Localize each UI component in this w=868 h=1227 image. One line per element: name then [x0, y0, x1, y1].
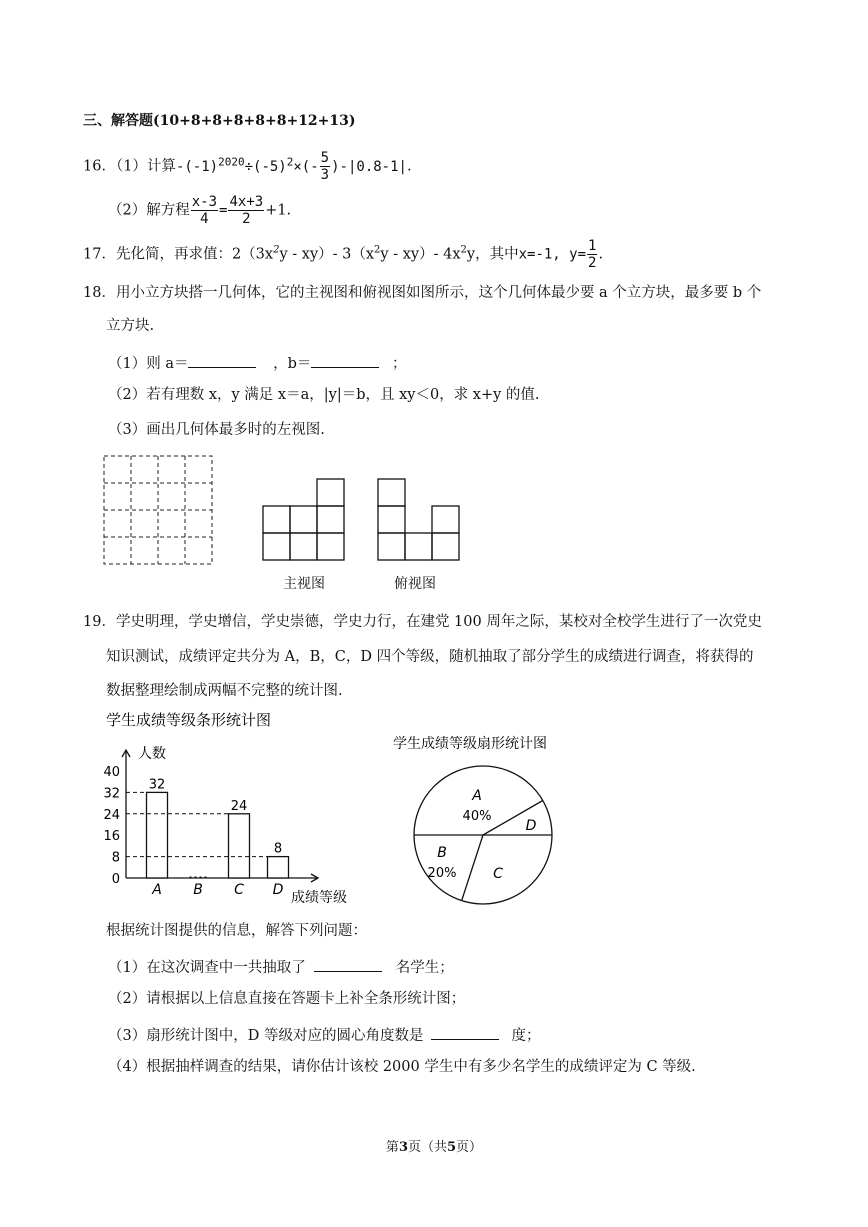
expression: $-(-1)^{2020}\div(-5)^2\times(-$ $\frac{5}{3}$ )-|0.8-1|	[175, 150, 407, 183]
fraction: $\frac{5}{3}$	[320, 150, 330, 183]
y-tick-label: 32	[103, 786, 120, 802]
front-view	[263, 479, 344, 560]
question-19-part-3: （3）扇形统计图中，D 等级对应的圆心角度数是 度；	[108, 1023, 540, 1046]
part-label: （2）解方程	[108, 202, 190, 219]
section-heading: 三、解答题(10+8+8+8+8+8+12+13)	[83, 113, 356, 129]
dashed-grid	[104, 456, 212, 564]
page-footer: 第3页（共5页）	[385, 1140, 483, 1155]
pie-chart-title: 学生成绩等级扇形统计图	[393, 736, 547, 752]
top-view	[378, 479, 459, 560]
bar-C	[229, 814, 250, 878]
y-tick-label: 40	[103, 765, 120, 780]
answer-blank-total[interactable]	[314, 955, 382, 972]
question-18-part-3: （3）画出几何体最多时的左视图.	[108, 422, 325, 438]
bar-chart	[96, 705, 376, 913]
question-18-line-2: 立方块.	[106, 318, 155, 334]
x-tick-label: C	[234, 882, 244, 898]
question-17: 17．先化简，再求值：$2(3x^2y - xy)-$ $3(x^2y - xy)-$ $4x^2y$，其中x=-1, y= $\frac{1}{2}$ .	[83, 238, 604, 271]
total-pages: 5	[447, 1140, 457, 1155]
question-18-line-1: 18．用小立方块搭一几何体，它的主视图和俯视图如图所示，这个几何体最少要 a 个立方块，最多要 b 个	[83, 285, 762, 301]
slice-label-D: D	[525, 818, 537, 834]
fraction: $\frac{1}{2}$	[588, 238, 597, 271]
current-page: 3	[398, 1140, 408, 1155]
question-19-intro: 根据统计图提供的信息，解答下列问题：	[106, 923, 367, 939]
x-tick-label: D	[272, 882, 284, 898]
bar-data-label: 32	[148, 777, 166, 793]
slice-label-A: A	[472, 788, 482, 804]
part-label: （1）计算	[115, 158, 176, 175]
y-tick-label: 8	[111, 850, 120, 866]
x-tick-label: A	[152, 882, 162, 898]
question-19-line-3: 数据整理绘制成两幅不完整的统计图.	[106, 683, 343, 699]
answer-blank-b[interactable]	[311, 351, 379, 368]
slice-percent-B: 20%	[427, 866, 457, 881]
fraction: $\frac{4x+3}{2}$	[229, 194, 264, 227]
question-19-line-1: 19．学史明理，学史增信，学史崇德，学史力行，在建党 100 周年之际，某校对全校学生进行了一次党史	[83, 614, 762, 630]
fraction: $\frac{x-3}{4}$	[191, 194, 218, 227]
bar-chart-title: 学生成绩等级条形统计图	[106, 711, 272, 729]
bar-data-label: 24	[230, 798, 248, 814]
question-18-part-1: （1）则 a＝ ，b＝ ；	[108, 351, 407, 374]
question-19-part-2: （2）请根据以上信息直接在答题卡上补全条形统计图；	[108, 991, 466, 1007]
pie-chart	[385, 728, 585, 913]
question-16-part-2: （2）解方程 $\frac{x-3}{4}$ = $\frac{4x+3}{2}$ +1.	[108, 194, 292, 227]
question-16-part-1: 16．（1）计算$-(-1)^{2020}\div(-5)^2\times(-$ $\frac{5}{3}$ )-|0.8-1|.	[83, 150, 412, 183]
slice-percent-A: 40%	[462, 809, 492, 824]
y-axis-label: 人数	[138, 746, 166, 762]
bar-D	[268, 857, 289, 878]
x-tick-label: B	[193, 882, 203, 898]
bar-A	[147, 792, 168, 878]
y-tick-label: 0	[111, 872, 120, 887]
answer-blank-a[interactable]	[188, 351, 256, 368]
x-axis-label: 成绩等级	[291, 890, 347, 906]
question-19-part-4: （4）根据抽样调查的结果，请你估计该校 2000 学生中有多少名学生的成绩评定为 C 等级.	[108, 1059, 696, 1075]
caption-front-view: 主视图	[283, 576, 325, 592]
question-19-part-1: （1）在这次调查中一共抽取了 名学生；	[108, 955, 454, 978]
question-number: 16．	[83, 158, 116, 175]
y-tick-label: 16	[103, 829, 120, 845]
answer-blank-angle[interactable]	[431, 1023, 499, 1040]
bar-data-label: 8	[273, 841, 283, 857]
caption-top-view: 俯视图	[394, 576, 436, 592]
question-18-part-2: （2）若有理数 x，y 满足 x＝a，|y|＝b，且 xy＜0，求 x+y 的值.	[108, 387, 540, 403]
slice-label-C: C	[493, 866, 503, 882]
y-tick-label: 24	[103, 807, 120, 823]
slice-label-B: B	[437, 845, 447, 861]
question-19-line-2: 知识测试，成绩评定共分为 A，B，C，D 四个等级，随机抽取了部分学生的成绩进行调查，将获得的	[106, 649, 754, 665]
